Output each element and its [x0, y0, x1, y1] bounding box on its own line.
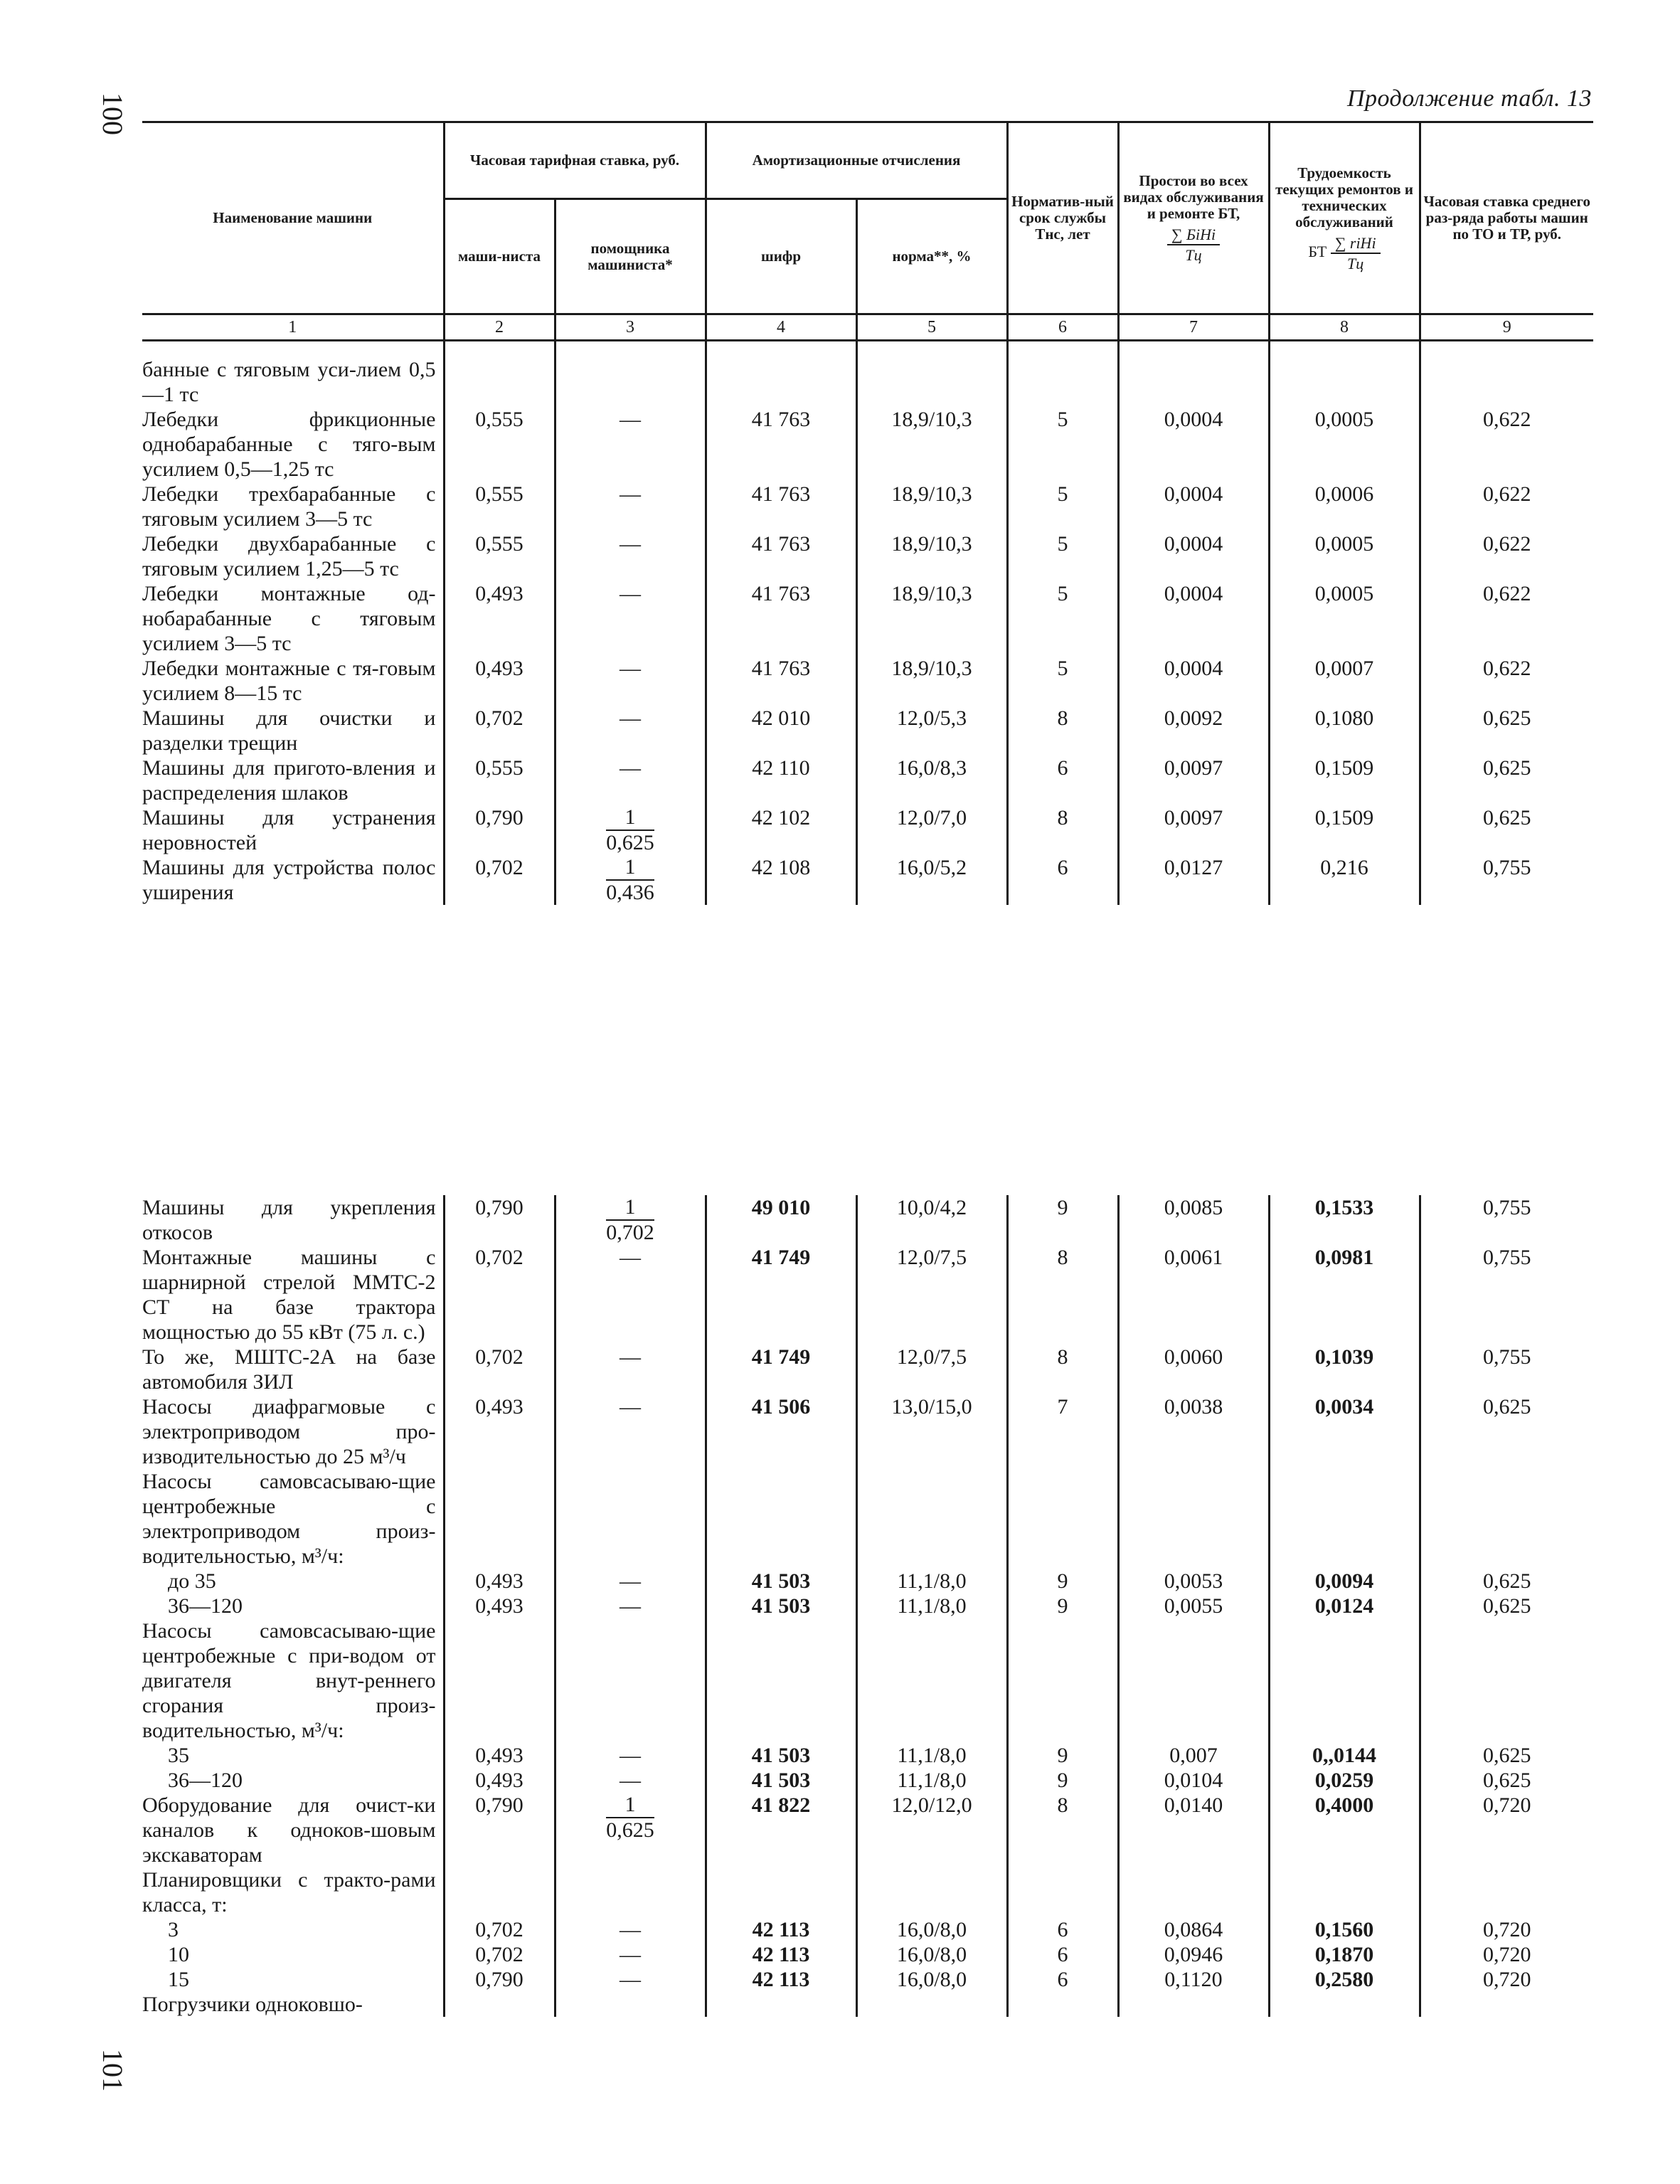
continuation-title: Продолжение табл. 13 [1346, 85, 1592, 112]
rate-driver-cell: 0,493 [444, 1594, 555, 1618]
service-life-cell: 8 [1007, 706, 1118, 756]
rate-helper-cell [555, 1618, 706, 1743]
table-row [142, 531, 1593, 581]
rate-driver-cell: 0,790 [444, 1793, 555, 1867]
rate-helper-cell: — [555, 706, 706, 756]
rate-driver-cell: 0,555 [444, 531, 555, 581]
hourly-rate-cell: 0,625 [1420, 1569, 1593, 1594]
service-life-cell: 9 [1007, 1195, 1118, 1245]
machine-name: Лебедки монтажные од-нобарабанные с тяговым усилием 3—5 тс [142, 582, 436, 655]
labor-cell [1269, 1867, 1420, 1917]
column-number: 8 [1269, 314, 1420, 341]
helper-rate-fraction: $\frac{1}{0,702}$ [606, 1195, 654, 1244]
rate-helper-cell: — [555, 1345, 706, 1394]
machine-name: 36—120 [168, 1769, 243, 1792]
amort-code-cell: 42 113 [706, 1942, 856, 1967]
downtime-cell: 0,0104 [1118, 1768, 1269, 1793]
rate-driver-cell: 0,493 [444, 656, 555, 706]
downtime-cell: 0,0004 [1118, 407, 1269, 482]
table-body-part1 [142, 357, 1593, 905]
hourly-rate-cell: 0,720 [1420, 1793, 1593, 1867]
amort-norm-cell: 16,0/8,3 [856, 756, 1007, 805]
downtime-cell: 0,0946 [1118, 1942, 1269, 1967]
amort-code-cell: 41 749 [706, 1245, 856, 1345]
labor-formula: БТ $\frac{\text{∑ riHi}}{Tц}$ [1308, 235, 1380, 272]
machine-name: Лебедки двухбарабанные с тяговым усилием 1,25—5 тс [142, 532, 436, 581]
downtime-cell: 0,0127 [1118, 855, 1269, 905]
table-row [142, 1569, 1593, 1594]
table-row [142, 656, 1593, 706]
labor-cell: 0,0124 [1269, 1594, 1420, 1618]
table-row [142, 357, 1593, 407]
amort-code-cell: 41 749 [706, 1345, 856, 1394]
labor-cell: 0,1509 [1269, 756, 1420, 805]
labor-cell: 0,0006 [1269, 482, 1420, 531]
amort-norm-cell: 13,0/15,0 [856, 1394, 1007, 1469]
hourly-rate-cell: 0,720 [1420, 1967, 1593, 1992]
amort-norm-cell: 11,1/8,0 [856, 1743, 1007, 1768]
hourly-rate-cell: 0,622 [1420, 656, 1593, 706]
header-amort-code: шифр [706, 199, 856, 314]
hourly-rate-cell: 0,625 [1420, 805, 1593, 855]
hourly-rate-cell: 0,755 [1420, 1195, 1593, 1245]
table-row [142, 1245, 1593, 1345]
service-life-cell: 6 [1007, 855, 1118, 905]
downtime-cell: 0,007 [1118, 1743, 1269, 1768]
service-life-cell [1007, 1618, 1118, 1743]
column-number: 3 [555, 314, 706, 341]
table-row [142, 1967, 1593, 1992]
rate-helper-cell: — [555, 407, 706, 482]
page-number-bottom: 101 [97, 2049, 129, 2092]
hourly-rate-cell [1420, 1469, 1593, 1569]
amort-code-cell [706, 1867, 856, 1917]
machine-name: Машины для пригото-вления и распределения шлаков [142, 756, 436, 805]
machine-name: Насосы самовсасываю-щие центробежные с электроприводом произ-водительностью, м³/ч: [142, 1470, 436, 1568]
labor-cell: 0,4000 [1269, 1793, 1420, 1867]
hourly-rate-cell: 0,720 [1420, 1917, 1593, 1942]
service-life-cell: 6 [1007, 1942, 1118, 1967]
rate-driver-cell: 0,790 [444, 1195, 555, 1245]
rate-helper-cell: — [555, 482, 706, 531]
amort-norm-cell: 18,9/10,3 [856, 531, 1007, 581]
rate-helper-cell: — [555, 1743, 706, 1768]
table-row [142, 581, 1593, 656]
column-number: 4 [706, 314, 856, 341]
table-header [142, 122, 1593, 358]
rate-helper-cell: — [555, 581, 706, 656]
labor-cell [1269, 1469, 1420, 1569]
labor-cell: 0,0005 [1269, 407, 1420, 482]
column-number: 7 [1118, 314, 1269, 341]
helper-rate-fraction: $\frac{1}{0,625}$ [606, 1793, 654, 1842]
amort-code-cell: 41 506 [706, 1394, 856, 1469]
hourly-rate-cell: 0,622 [1420, 531, 1593, 581]
helper-rate-fraction: $\frac{1}{0,625}$ [606, 805, 654, 854]
rate-driver-cell [444, 1469, 555, 1569]
amort-norm-cell: 12,0/7,5 [856, 1245, 1007, 1345]
rate-helper-cell: — [555, 756, 706, 805]
column-number: 1 [142, 314, 444, 341]
machine-name: Планировщики с тракто-рами класса, т: [142, 1868, 436, 1917]
downtime-cell [1118, 357, 1269, 407]
downtime-cell: 0,0864 [1118, 1917, 1269, 1942]
hourly-rate-cell: 0,622 [1420, 482, 1593, 531]
downtime-cell: 0,0085 [1118, 1195, 1269, 1245]
table-row [142, 1195, 1593, 1245]
service-life-cell: 5 [1007, 581, 1118, 656]
rate-driver-cell: 0,493 [444, 581, 555, 656]
labor-cell: 0,0259 [1269, 1768, 1420, 1793]
amort-code-cell: 42 110 [706, 756, 856, 805]
table-row [142, 1743, 1593, 1768]
rate-driver-cell: 0,555 [444, 756, 555, 805]
downtime-cell [1118, 1992, 1269, 2017]
service-life-cell: 6 [1007, 756, 1118, 805]
labor-cell [1269, 1992, 1420, 2017]
downtime-cell: 0,0053 [1118, 1569, 1269, 1594]
amort-norm-cell [856, 1469, 1007, 1569]
service-life-cell: 8 [1007, 1793, 1118, 1867]
table-row [142, 1594, 1593, 1618]
amort-code-cell: 42 108 [706, 855, 856, 905]
downtime-cell: 0,0097 [1118, 756, 1269, 805]
table-row [142, 1992, 1593, 2017]
service-life-cell [1007, 1867, 1118, 1917]
service-life-cell: 5 [1007, 531, 1118, 581]
downtime-cell: 0,0060 [1118, 1345, 1269, 1394]
table-row [142, 855, 1593, 905]
rate-helper-cell: — [555, 1942, 706, 1967]
rate-driver-cell: 0,555 [444, 482, 555, 531]
rate-driver-cell: 0,702 [444, 706, 555, 756]
labor-cell: 0,0007 [1269, 656, 1420, 706]
rate-helper-cell: — [555, 531, 706, 581]
hourly-rate-cell: 0,625 [1420, 1394, 1593, 1469]
table-fragment-top [142, 121, 1593, 905]
rate-helper-cell [555, 1992, 706, 2017]
hourly-rate-cell: 0,625 [1420, 1594, 1593, 1618]
column-number: 5 [856, 314, 1007, 341]
machine-name: Лебедки фрикционные однобарабанные с тяго-вым усилием 0,5—1,25 тс [142, 408, 436, 481]
machine-name: Лебедки монтажные с тя-говым усилием 8—15 тс [142, 657, 436, 705]
amort-code-cell: 42 010 [706, 706, 856, 756]
table-row [142, 1793, 1593, 1867]
amort-code-cell: 42 102 [706, 805, 856, 855]
service-life-cell: 8 [1007, 805, 1118, 855]
machine-name: 15 [168, 1968, 189, 1991]
table-row [142, 1942, 1593, 1967]
header-labor-text: Трудоемкость текущих ремонтов и технических обслуживаний [1275, 164, 1413, 230]
machine-name: 36—120 [168, 1594, 243, 1618]
downtime-cell: 0,0061 [1118, 1245, 1269, 1345]
header-service-life: Норматив-ный срок службы Tнс, лет [1007, 122, 1118, 314]
helper-rate-fraction: $\frac{1}{0,436}$ [606, 855, 654, 904]
downtime-cell: 0,0092 [1118, 706, 1269, 756]
table-row [142, 756, 1593, 805]
service-life-cell: 5 [1007, 407, 1118, 482]
amort-code-cell: 41 822 [706, 1793, 856, 1867]
labor-cell [1269, 1618, 1420, 1743]
amort-norm-cell: 10,0/4,2 [856, 1195, 1007, 1245]
machine-name: Насосы самовсасываю-щие центробежные с при-водом от двигателя внут-реннего сгорания произ-водительностью, м³/ч: [142, 1619, 436, 1742]
table-row [142, 1867, 1593, 1917]
amort-code-cell: 42 113 [706, 1967, 856, 1992]
labor-cell: 0,1509 [1269, 805, 1420, 855]
table-body-part2 [142, 1195, 1593, 2017]
labor-cell: 0,216 [1269, 855, 1420, 905]
rate-helper-cell: — [555, 1245, 706, 1345]
hourly-rate-cell: 0,625 [1420, 1768, 1593, 1793]
hourly-rate-cell: 0,625 [1420, 1743, 1593, 1768]
service-life-cell: 6 [1007, 1917, 1118, 1942]
amort-code-cell [706, 1469, 856, 1569]
machine-name: Монтажные машины с шарнирной стрелой ММТС-2 СТ на базе трактора мощностью до 55 кВт (75 л. с.) [142, 1246, 436, 1344]
header-rate-group: Часовая тарифная ставка, руб. [444, 122, 706, 199]
amort-code-cell [706, 357, 856, 407]
hourly-rate-cell: 0,755 [1420, 1245, 1593, 1345]
table-row [142, 1469, 1593, 1569]
table-row [142, 1768, 1593, 1793]
machines-table-continued [142, 1195, 1593, 2017]
downtime-cell: 0,0004 [1118, 482, 1269, 531]
rate-helper-cell: — [555, 1394, 706, 1469]
amort-code-cell [706, 1618, 856, 1743]
amort-code-cell: 41 503 [706, 1768, 856, 1793]
machine-name: Машины для очистки и разделки трещин [142, 706, 436, 755]
amort-norm-cell: 12,0/7,0 [856, 805, 1007, 855]
service-life-cell: 6 [1007, 1967, 1118, 1992]
amort-norm-cell: 12,0/5,3 [856, 706, 1007, 756]
machine-name: То же, МШТС-2А на базе автомобиля ЗИЛ [142, 1345, 436, 1394]
labor-cell: 0,,0144 [1269, 1743, 1420, 1768]
amort-norm-cell: 18,9/10,3 [856, 482, 1007, 531]
amort-code-cell: 42 113 [706, 1917, 856, 1942]
rate-helper-cell: — [555, 1967, 706, 1992]
header-rate-driver: маши-ниста [444, 199, 555, 314]
hourly-rate-cell [1420, 357, 1593, 407]
amort-norm-cell [856, 1867, 1007, 1917]
amort-code-cell: 41 763 [706, 656, 856, 706]
header-downtime-text: Простои во всех видах обслуживания и ремонте БТ, [1123, 171, 1264, 222]
amort-code-cell: 41 763 [706, 581, 856, 656]
rate-driver-cell [444, 357, 555, 407]
rate-driver-cell [444, 1867, 555, 1917]
amort-norm-cell: 16,0/5,2 [856, 855, 1007, 905]
labor-cell: 0,0005 [1269, 531, 1420, 581]
table-row [142, 482, 1593, 531]
labor-cell: 0,1870 [1269, 1942, 1420, 1967]
amort-norm-cell: 12,0/7,5 [856, 1345, 1007, 1394]
labor-cell [1269, 357, 1420, 407]
labor-cell: 0,2580 [1269, 1967, 1420, 1992]
amort-norm-cell: 16,0/8,0 [856, 1942, 1007, 1967]
rate-driver-cell: 0,555 [444, 407, 555, 482]
header-rate-helper: помощника машиниста* [555, 199, 706, 314]
downtime-cell: 0,1120 [1118, 1967, 1269, 1992]
downtime-cell: 0,0004 [1118, 656, 1269, 706]
service-life-cell: 9 [1007, 1768, 1118, 1793]
downtime-cell: 0,0038 [1118, 1394, 1269, 1469]
hourly-rate-cell [1420, 1992, 1593, 2017]
downtime-cell: 0,0004 [1118, 531, 1269, 581]
amort-code-cell: 49 010 [706, 1195, 856, 1245]
hourly-rate-cell [1420, 1867, 1593, 1917]
rate-driver-cell: 0,493 [444, 1569, 555, 1594]
rate-driver-cell: 0,493 [444, 1768, 555, 1793]
rate-helper-cell [555, 805, 706, 855]
rate-helper-cell [555, 1469, 706, 1569]
rate-driver-cell: 0,702 [444, 855, 555, 905]
amort-code-cell: 41 763 [706, 407, 856, 482]
amort-code-cell: 41 763 [706, 482, 856, 531]
column-number: 6 [1007, 314, 1118, 341]
amort-norm-cell: 16,0/8,0 [856, 1967, 1007, 1992]
rate-helper-cell: — [555, 1594, 706, 1618]
service-life-cell: 7 [1007, 1394, 1118, 1469]
rate-driver-cell [444, 1618, 555, 1743]
service-life-cell [1007, 357, 1118, 407]
amort-norm-cell [856, 1618, 1007, 1743]
labor-cell: 0,0034 [1269, 1394, 1420, 1469]
hourly-rate-cell: 0,625 [1420, 756, 1593, 805]
header-amort-group: Амортизационные отчисления [706, 122, 1007, 199]
table-row [142, 1394, 1593, 1469]
rate-driver-cell: 0,702 [444, 1245, 555, 1345]
table-fragment-bottom [142, 1195, 1593, 2017]
downtime-cell: 0,0097 [1118, 805, 1269, 855]
hourly-rate-cell: 0,622 [1420, 581, 1593, 656]
rate-driver-cell: 0,702 [444, 1345, 555, 1394]
table-row [142, 407, 1593, 482]
rate-driver-cell: 0,702 [444, 1942, 555, 1967]
table-row [142, 805, 1593, 855]
downtime-formula: $\frac{\text{∑ БiHi}}{Tц}$ [1167, 226, 1220, 263]
header-hourly-rate: Часовая ставка среднего раз-ряда работы машин по ТО и ТР, руб. [1420, 122, 1593, 314]
service-life-cell: 8 [1007, 1245, 1118, 1345]
machine-name: Машины для устройства полос уширения [142, 856, 436, 904]
rate-driver-cell [444, 1992, 555, 2017]
downtime-cell [1118, 1618, 1269, 1743]
machine-name: Машины для устранения неровностей [142, 806, 436, 854]
downtime-cell: 0,0140 [1118, 1793, 1269, 1867]
amort-norm-cell: 18,9/10,3 [856, 656, 1007, 706]
rate-helper-cell [555, 357, 706, 407]
header-machine-name: Наименование машини [142, 122, 444, 314]
rate-driver-cell: 0,493 [444, 1394, 555, 1469]
amort-norm-cell [856, 357, 1007, 407]
service-life-cell [1007, 1992, 1118, 2017]
labor-cell: 0,1039 [1269, 1345, 1420, 1394]
rate-driver-cell: 0,790 [444, 1967, 555, 1992]
rate-helper-cell [555, 1195, 706, 1245]
header-labor [1269, 122, 1420, 314]
amort-code-cell: 41 503 [706, 1569, 856, 1594]
rate-helper-cell: — [555, 1768, 706, 1793]
amort-norm-cell: 18,9/10,3 [856, 407, 1007, 482]
hourly-rate-cell: 0,622 [1420, 407, 1593, 482]
labor-cell: 0,0094 [1269, 1569, 1420, 1594]
hourly-rate-cell: 0,755 [1420, 855, 1593, 905]
amort-norm-cell: 11,1/8,0 [856, 1569, 1007, 1594]
column-number: 9 [1420, 314, 1593, 341]
hourly-rate-cell: 0,755 [1420, 1345, 1593, 1394]
machine-name: 3 [168, 1918, 179, 1941]
table-row [142, 706, 1593, 756]
rate-helper-cell: — [555, 656, 706, 706]
labor-cell: 0,1080 [1269, 706, 1420, 756]
table-row [142, 1345, 1593, 1394]
service-life-cell [1007, 1469, 1118, 1569]
downtime-cell: 0,0055 [1118, 1594, 1269, 1618]
hourly-rate-cell [1420, 1618, 1593, 1743]
service-life-cell: 5 [1007, 482, 1118, 531]
hourly-rate-cell: 0,720 [1420, 1942, 1593, 1967]
page-number-top: 100 [97, 92, 129, 135]
amort-norm-cell: 12,0/12,0 [856, 1793, 1007, 1867]
downtime-cell [1118, 1469, 1269, 1569]
labor-cell: 0,1560 [1269, 1917, 1420, 1942]
labor-cell: 0,0981 [1269, 1245, 1420, 1345]
table-row [142, 1917, 1593, 1942]
amort-norm-cell: 18,9/10,3 [856, 581, 1007, 656]
service-life-cell: 9 [1007, 1743, 1118, 1768]
downtime-cell [1118, 1867, 1269, 1917]
rate-helper-cell [555, 1793, 706, 1867]
amort-code-cell: 41 503 [706, 1594, 856, 1618]
machine-name: до 35 [168, 1569, 216, 1593]
service-life-cell: 9 [1007, 1594, 1118, 1618]
machine-name: 10 [168, 1943, 189, 1966]
amort-norm-cell: 11,1/8,0 [856, 1594, 1007, 1618]
machine-name: Машины для укрепления откосов [142, 1196, 436, 1244]
labor-cell: 0,1533 [1269, 1195, 1420, 1245]
hourly-rate-cell: 0,625 [1420, 706, 1593, 756]
downtime-cell: 0,0004 [1118, 581, 1269, 656]
service-life-cell: 9 [1007, 1569, 1118, 1594]
machines-table [142, 121, 1593, 905]
amort-code-cell: 41 503 [706, 1743, 856, 1768]
amort-norm-cell: 11,1/8,0 [856, 1768, 1007, 1793]
service-life-cell: 5 [1007, 656, 1118, 706]
column-numbers-row [142, 314, 1593, 341]
amort-code-cell [706, 1992, 856, 2017]
amort-norm-cell [856, 1992, 1007, 2017]
machine-name: банные с тяговым уси-лием 0,5—1 тс [142, 358, 436, 406]
rate-driver-cell: 0,702 [444, 1917, 555, 1942]
amort-norm-cell: 16,0/8,0 [856, 1917, 1007, 1942]
amort-code-cell: 41 763 [706, 531, 856, 581]
rate-driver-cell: 0,790 [444, 805, 555, 855]
service-life-cell: 8 [1007, 1345, 1118, 1394]
machine-name: Погрузчики одноковшо- [142, 1993, 363, 2016]
machine-name: Насосы диафрагмовые с электроприводом про-изводительностью до 25 м³/ч [142, 1395, 436, 1468]
rate-helper-cell [555, 855, 706, 905]
machine-name: 35 [168, 1744, 189, 1767]
table-row [142, 1618, 1593, 1743]
rate-helper-cell: — [555, 1917, 706, 1942]
rate-driver-cell: 0,493 [444, 1743, 555, 1768]
header-downtime [1118, 122, 1269, 314]
header-amort-norm: норма**, % [856, 199, 1007, 314]
rate-helper-cell: — [555, 1569, 706, 1594]
machine-name: Лебедки трехбарабанные с тяговым усилием 3—5 тс [142, 482, 436, 531]
column-number: 2 [444, 314, 555, 341]
machine-name: Оборудование для очист-ки каналов к одноков-шовым экскаваторам [142, 1793, 436, 1867]
labor-cell: 0,0005 [1269, 581, 1420, 656]
rate-helper-cell [555, 1867, 706, 1917]
